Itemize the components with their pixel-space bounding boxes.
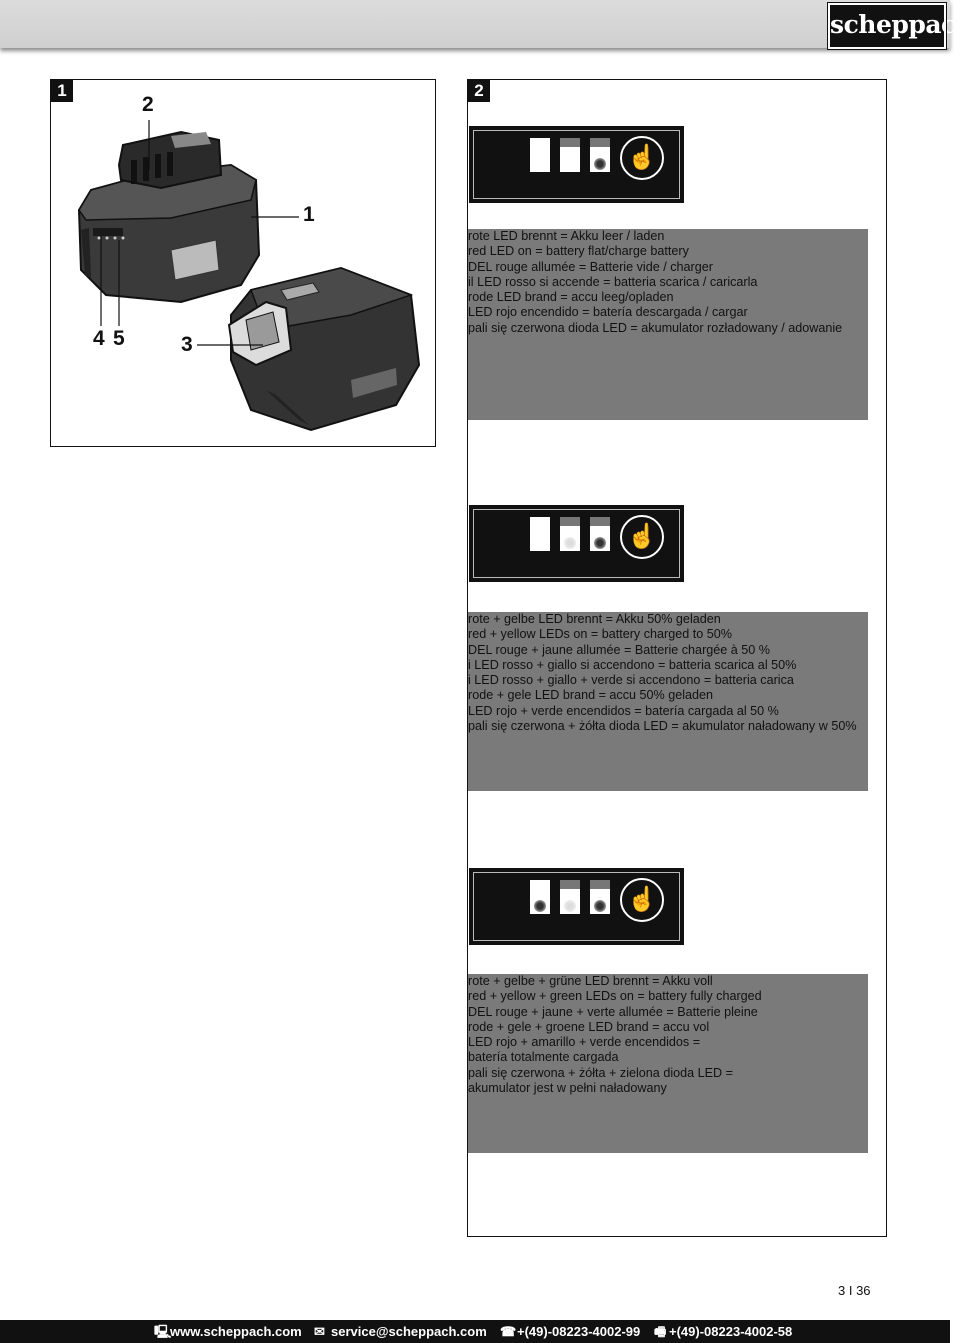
status-text-block-empty [468, 229, 868, 420]
text-line: rode + gele + groene LED brand = accu vol [468, 1019, 710, 1034]
text-line: il LED rosso si accende = batteria scarica / caricarla [468, 274, 758, 289]
led-indicator-empty [469, 126, 684, 203]
text-line: LED rojo + verde encendidos = batería cargada al 50 % [468, 703, 779, 718]
led-glow-icon [534, 900, 546, 912]
text-line: red + yellow LEDs on = battery charged to 50% [468, 627, 732, 642]
text-line: batería totalmente cargada [468, 1050, 619, 1065]
callout-2: 2 [142, 93, 154, 116]
callout-5: 5 [113, 327, 125, 350]
led-yellow [560, 138, 580, 172]
led-green [590, 138, 610, 172]
finger-press-icon: ☝ [620, 136, 664, 180]
text-line: rote + gelbe + grüne LED brennt = Akku voll [468, 974, 713, 988]
finger-press-icon: ☝ [620, 878, 664, 922]
text-line: i LED rosso + giallo + verde si accendono = batteria carica [468, 673, 794, 688]
text-line: LED rojo encendido = batería descargada / cargar [468, 305, 748, 320]
led-green [590, 517, 610, 551]
figure-number: 1 [51, 80, 73, 102]
led-red [530, 517, 550, 551]
text-line: DEL rouge + jaune allumée = Batterie chargée à 50 % [468, 642, 770, 657]
callout-1: 1 [303, 203, 315, 226]
text-line: red LED on = battery flat/charge battery [468, 244, 689, 259]
text-line: pali się czerwona + żółta + zielona dioda LED = [468, 1065, 733, 1080]
led-indicator-full [469, 868, 684, 945]
status-text-block-half [468, 612, 868, 791]
text-line: rode + gele LED brand = accu 50% geladen [468, 688, 714, 703]
phone-icon: ☎ [500, 1324, 517, 1339]
fax-icon: 🖷 [654, 1324, 667, 1339]
text-line: pali się czerwona + żółta dioda LED = akumulator naładowany w 50% [468, 719, 857, 734]
figure-1-panel [50, 79, 436, 447]
led-indicator-half [469, 505, 684, 582]
led-glow-icon [594, 537, 606, 549]
text-line: LED rojo + amarillo + verde encendidos = [468, 1035, 701, 1050]
computer-icon: 🖳 [154, 1324, 172, 1339]
battery-pack-illustration [51, 80, 435, 446]
website-link[interactable]: www.scheppach.com [170, 1324, 302, 1339]
led-yellow [560, 880, 580, 914]
footer-bar [0, 1320, 950, 1343]
text-line: red + yellow + green LEDs on = battery fully charged [468, 989, 762, 1004]
page-number: 3 I 36 [838, 1283, 871, 1298]
phone-number: +(49)-08223-4002-99 [517, 1324, 641, 1339]
led-red [530, 138, 550, 172]
led-glow-icon [594, 158, 606, 170]
email-link[interactable]: service@scheppach.com [331, 1324, 487, 1339]
led-green [590, 880, 610, 914]
text-line: rote + gelbe LED brennt = Akku 50% geladen [468, 612, 721, 626]
callout-4: 4 [93, 327, 105, 350]
status-text-block-full [468, 974, 868, 1153]
led-glow-icon [594, 900, 606, 912]
text-line: DEL rouge allumée = Batterie vide / charger [468, 259, 713, 274]
text-line: DEL rouge + jaune + verte allumée = Batterie pleine [468, 1004, 758, 1019]
text-line: rote LED brennt = Akku leer / laden [468, 229, 665, 243]
led-glow-icon [564, 900, 576, 912]
finger-press-icon: ☝ [620, 515, 664, 559]
led-red [530, 880, 550, 914]
scheppach-logo: scheppach [828, 3, 946, 49]
led-glow-icon [564, 537, 576, 549]
text-line: pali się czerwona dioda LED = akumulator rozładowany / adowanie [468, 320, 843, 335]
callout-3: 3 [181, 333, 193, 356]
text-line: akumulator jest w pełni naładowany [468, 1081, 667, 1096]
figure-number: 2 [468, 80, 490, 102]
text-line: i LED rosso + giallo si accendono = batteria scarica al 50% [468, 657, 797, 672]
email-icon: ✉ [314, 1324, 325, 1339]
fax-number: +(49)-08223-4002-58 [669, 1324, 793, 1339]
led-yellow [560, 517, 580, 551]
header-bar [0, 0, 973, 48]
text-line: rode LED brand = accu leeg/opladen [468, 290, 674, 305]
